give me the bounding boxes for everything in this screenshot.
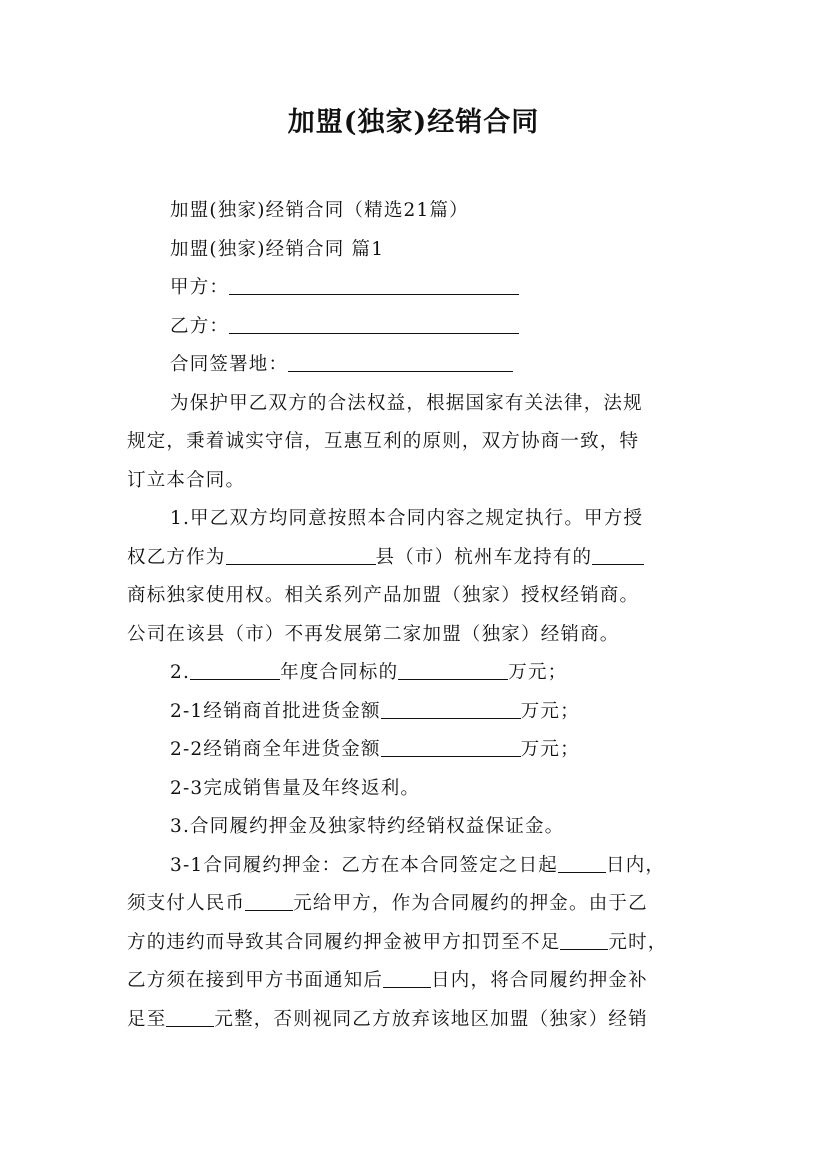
clause-3-1-line bbox=[127, 1001, 717, 1040]
sign-place-blank bbox=[288, 346, 513, 372]
section-heading: 加盟(独家)经销合同 篇1 bbox=[170, 238, 385, 260]
clause-2-number: 2. bbox=[170, 662, 191, 683]
clause-1-text: 县（市）杭州车龙持有的 bbox=[375, 546, 593, 568]
deposit-amount-blank bbox=[245, 885, 293, 911]
clause-2-line bbox=[127, 654, 717, 693]
party-b-blank bbox=[229, 308, 519, 334]
preamble-line: 订立本合同。 bbox=[127, 469, 246, 491]
clause-2-1-unit: 万元； bbox=[520, 700, 580, 722]
document-body bbox=[127, 192, 717, 1039]
clause-1-line: 公司在该县（市）不再发展第二家加盟（独家）经销商。 bbox=[127, 623, 620, 645]
preamble-line: 规定，秉着诚实守信，互惠互利的原则，双方协商一致，特 bbox=[127, 431, 640, 452]
party-b-label: 乙方： bbox=[170, 315, 230, 337]
party-a-blank bbox=[229, 269, 519, 295]
contract-amount-blank bbox=[398, 654, 508, 680]
clause-1-line: 1.甲乙双方均同意按照本合同内容之规定执行。甲方授 bbox=[170, 508, 644, 529]
clause-3-1-line bbox=[127, 885, 717, 924]
clause-2-1-line bbox=[127, 693, 717, 732]
clause-2-text: 年度合同标的 bbox=[280, 662, 399, 683]
clause-2-3-line: 2-3完成销售量及年终返利。 bbox=[170, 777, 421, 799]
clause-3-1-text: 方的违约而导致其合同履约押金被甲方扣罚至不足 bbox=[127, 931, 561, 953]
notice-days-blank bbox=[383, 962, 431, 988]
brand-blank bbox=[592, 539, 644, 565]
clause-1-line bbox=[127, 539, 717, 578]
shortfall-amount-blank bbox=[560, 924, 608, 950]
clause-3-1-text: 元给甲方，作为合同履约的押金。由于乙 bbox=[293, 893, 648, 914]
sign-place-line bbox=[127, 346, 717, 385]
clause-2-2-line bbox=[127, 731, 717, 770]
clause-3-line: 3.合同履约押金及独家特约经销权益保证金。 bbox=[170, 816, 565, 837]
clause-3-1-line bbox=[127, 924, 717, 963]
clause-1-text: 权乙方作为 bbox=[127, 546, 226, 568]
clause-3-1-text: 乙方须在接到甲方书面通知后 bbox=[127, 970, 384, 991]
clause-3-1-text: 元时， bbox=[608, 931, 668, 953]
clause-3-1-text: 日内， bbox=[606, 854, 666, 876]
year-blank bbox=[190, 654, 280, 680]
clause-3-1-line bbox=[127, 962, 717, 1001]
clause-3-1-text: 须支付人民币 bbox=[127, 893, 246, 914]
preamble-line: 为保护甲乙双方的合法权益，根据国家有关法律，法规 bbox=[170, 392, 643, 414]
county-blank bbox=[226, 539, 376, 565]
clause-2-unit: 万元； bbox=[508, 662, 568, 683]
clause-2-1-text: 2-1经销商首批进货金额 bbox=[170, 700, 381, 722]
clause-3-1-text: 3-1合同履约押金：乙方在本合同签定之日起 bbox=[170, 854, 558, 876]
clause-3-1-text: 足至 bbox=[127, 1008, 167, 1030]
clause-3-1-text: 日内，将合同履约押金补 bbox=[431, 970, 648, 991]
clause-3-1-line bbox=[127, 847, 717, 886]
first-order-blank bbox=[381, 693, 521, 719]
sign-place-label: 合同签署地： bbox=[170, 354, 289, 375]
party-b-line bbox=[127, 308, 717, 347]
clause-1-line: 商标独家使用权。相关系列产品加盟（独家）授权经销商。 bbox=[127, 585, 640, 606]
party-a-line bbox=[127, 269, 717, 308]
topup-amount-blank bbox=[166, 1001, 214, 1027]
days-blank bbox=[558, 847, 606, 873]
clause-2-2-unit: 万元； bbox=[520, 739, 580, 760]
subtitle-line: 加盟(独家)经销合同（精选21篇） bbox=[170, 200, 469, 221]
party-a-label: 甲方： bbox=[170, 277, 230, 298]
clause-2-2-text: 2-2经销商全年进货金额 bbox=[170, 739, 381, 760]
annual-order-blank bbox=[381, 731, 521, 757]
clause-3-1-text: 元整，否则视同乙方放弃该地区加盟（独家）经销 bbox=[214, 1008, 648, 1030]
document-title: 加盟(独家)经销合同 bbox=[287, 107, 540, 138]
